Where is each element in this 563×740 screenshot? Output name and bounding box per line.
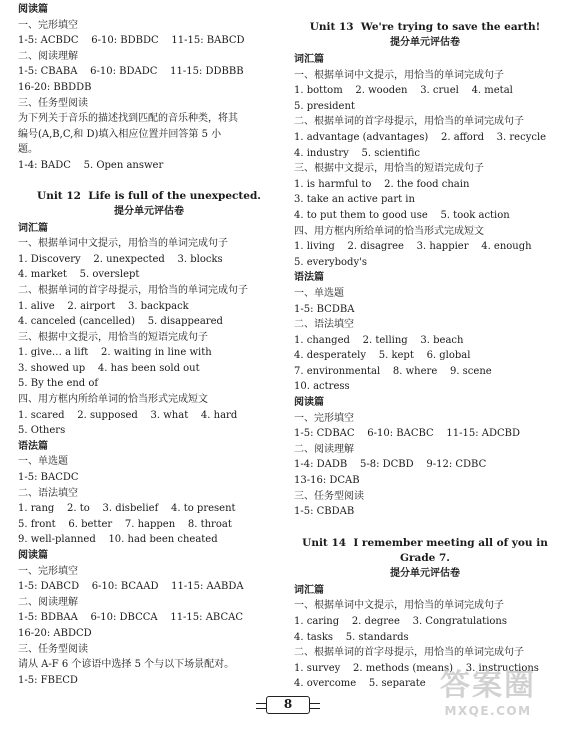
answer-line: 1. Discovery 2. unexpected 3. blocks	[18, 253, 223, 265]
spacer	[294, 0, 556, 20]
answer-line: 16-20: ABDCD	[18, 627, 92, 639]
watermark-logo-text: 答案圈	[440, 668, 536, 703]
answer-line: 1-5: BDBAA 6-10: DBCCA 11-15: ABCAC	[18, 612, 243, 624]
unit12-title: Unit 12 Life is full of the unexpected.	[37, 189, 261, 202]
answer-line: 1. bottom 2. wooden 3. cruel 4. metal	[294, 85, 513, 97]
answer-line: 4. desperately 5. kept 6. global	[294, 350, 471, 362]
unit13-title: Unit 13 We're trying to save the earth!	[309, 21, 541, 33]
answer-line: 9. well-planned 10. had been cheated	[18, 534, 218, 546]
answer-line: 为下列关于音乐的描述找到匹配的音乐种类，将其	[18, 113, 238, 125]
left-column	[18, 0, 280, 688]
answer-line: 5. front 6. better 7. happen 8. throat	[18, 518, 232, 530]
section-heading: 词汇篇	[294, 584, 324, 596]
answer-line: 1. alive 2. airport 3. backpack	[18, 300, 189, 312]
section-heading: 阅读篇	[294, 397, 324, 409]
answer-line: 7. environmental 8. where 9. scene	[294, 365, 492, 377]
answer-line: 13-16: DCAB	[294, 475, 360, 487]
answer-line: 1-5: CBABA 6-10: BDADC 11-15: DDBBB	[18, 66, 244, 78]
answer-line: 3. showed up 4. has been sold out	[18, 362, 200, 374]
answer-line: 16-20: BBDDB	[18, 81, 92, 93]
answer-line: 1-5: ACBDC 6-10: BDBDC 11-15: BABCD	[18, 35, 245, 47]
unit14-subtitle: 提分单元评估卷	[390, 567, 460, 579]
answer-line: 1. scared 2. supposed 3. what 4. hard	[18, 409, 238, 421]
left-part1	[18, 2, 280, 174]
answer-line: 二、阅读理解	[294, 443, 354, 455]
answer-line: 1-5: CBDAB	[294, 506, 355, 518]
answer-line: 1-5: CDBAC 6-10: BACBC 11-15: ADCBD	[294, 428, 521, 440]
answer-line: 1-5: BCDBA	[294, 303, 355, 315]
watermark-logo	[440, 668, 536, 718]
section-heading: 阅读篇	[18, 550, 48, 561]
answer-line: 一、根据单词中文提示，用恰当的单词完成句子	[294, 600, 504, 612]
answer-line: 四、用方框内所给单词的恰当形式完成短文	[294, 225, 484, 237]
answer-line: 二、语法填空	[294, 319, 354, 331]
answer-line: 编号(A,B,C,和 D)填入相应位置并回答第 5 小	[18, 128, 222, 140]
answer-line: 四、用方框内所给单词的恰当形式完成短文	[18, 394, 208, 406]
section-heading: 词汇篇	[294, 54, 324, 65]
unit12-subtitle: 提分单元评估卷	[114, 205, 184, 217]
answer-line: 4. industry 5. scientific	[294, 147, 420, 159]
answer-line: 1. advantage (advantages) 2. afford 3. recycle	[294, 131, 547, 143]
section-heading: 词汇篇	[18, 222, 48, 234]
answer-line: 二、阅读理解	[18, 50, 78, 62]
spacer	[294, 520, 556, 536]
answer-line: 三、任务型阅读	[18, 643, 88, 655]
answer-line: 一、完形填空	[18, 565, 78, 577]
watermark-url: MXQE.COM	[444, 704, 532, 718]
answer-line: 一、根据单词中文提示，用恰当的单词完成句子	[18, 238, 228, 250]
answer-line: 一、根据单词中文提示，用恰当的单词完成句子	[294, 69, 504, 81]
unit14-title-line2: Grade 7.	[400, 551, 450, 564]
answer-line: 二、根据单词的首字母提示，用恰当的单词完成句子	[294, 116, 524, 128]
answer-line: 5. Others	[18, 425, 66, 437]
answer-line: 1. changed 2. telling 3. beach	[294, 334, 464, 346]
answer-line: 请从 A-F 6 个谚语中选择 5 个与以下场景配对。	[18, 659, 235, 671]
answer-line: 一、完形填空	[18, 19, 78, 31]
answer-line: 二、语法填空	[18, 487, 78, 499]
answer-line: 5. By the end of	[18, 378, 99, 390]
unit13-subtitle: 提分单元评估卷	[390, 37, 460, 48]
answer-line: 1. living 2. disagree 3. happier 4. enough	[294, 241, 532, 253]
answer-line: 二、根据单词的首字母提示，用恰当的单词完成句子	[18, 284, 248, 296]
page-number: 8	[283, 697, 293, 711]
unit12-lines	[18, 221, 280, 689]
answer-line: 1-4: BADC 5. Open answer	[18, 159, 164, 171]
answer-line: 1. is harmful to 2. the food chain	[294, 178, 470, 190]
answer-line: 1-5: FBECD	[18, 674, 78, 686]
answer-line: 二、根据单词的首字母提示，用恰当的单词完成句子	[294, 647, 524, 659]
page-number-badge	[256, 694, 320, 716]
right-column	[294, 0, 556, 692]
page-deco-left	[256, 703, 266, 709]
answer-line: 3. take an active part in	[294, 194, 415, 206]
answer-line: 1. give… a lift 2. waiting in line with	[18, 347, 212, 359]
unit14-title-line1: Unit 14 I remember meeting all of you in	[302, 536, 548, 549]
answer-line: 一、单选题	[294, 287, 344, 299]
section-heading: 阅读篇	[18, 4, 48, 15]
answer-line: 1. caring 2. degree 3. Congratulations	[294, 616, 507, 627]
section-heading: 语法篇	[294, 272, 324, 284]
answer-line: 1. rang 2. to 3. disbelief 4. to present	[18, 503, 236, 515]
answer-line: 一、单选题	[18, 456, 68, 468]
answer-line: 一、完形填空	[294, 412, 354, 424]
answer-line: 4. overcome 5. separate	[294, 678, 426, 690]
answer-line: 5. president	[294, 100, 355, 112]
answer-line: 三、根据中文提示，用恰当的短语完成句子	[18, 331, 208, 343]
answer-line: 1-5: DABCD 6-10: BCAAD 11-15: AABDA	[18, 581, 244, 593]
spacer	[18, 174, 280, 189]
answer-line: 1-4: DADB 5-8: DCBD 9-12: CDBC	[294, 459, 487, 471]
answer-line: 1-5: BACDC	[18, 472, 79, 484]
answer-line: 4. to put them to good use 5. took action	[294, 209, 510, 221]
unit13-lines	[294, 52, 556, 520]
answer-line: 三、任务型阅读	[18, 97, 88, 109]
page-deco-right	[310, 703, 320, 709]
answer-line: 4. market 5. overslept	[18, 269, 140, 281]
answer-line: 题。	[18, 144, 38, 156]
answer-line: 4. canceled (cancelled) 5. disappeared	[18, 316, 223, 328]
answer-line: 二、阅读理解	[18, 596, 78, 608]
answer-line: 5. everybody's	[294, 256, 367, 268]
answer-line: 三、根据中文提示，用恰当的短语完成句子	[294, 163, 484, 175]
answer-line: 4. tasks 5. standards	[294, 631, 409, 643]
section-heading: 语法篇	[18, 440, 48, 452]
answer-line: 三、任务型阅读	[294, 490, 364, 502]
answer-line: 1. survey 2. methods (means) 3. instructions	[294, 662, 539, 674]
answer-line: 10. actress	[294, 381, 350, 393]
